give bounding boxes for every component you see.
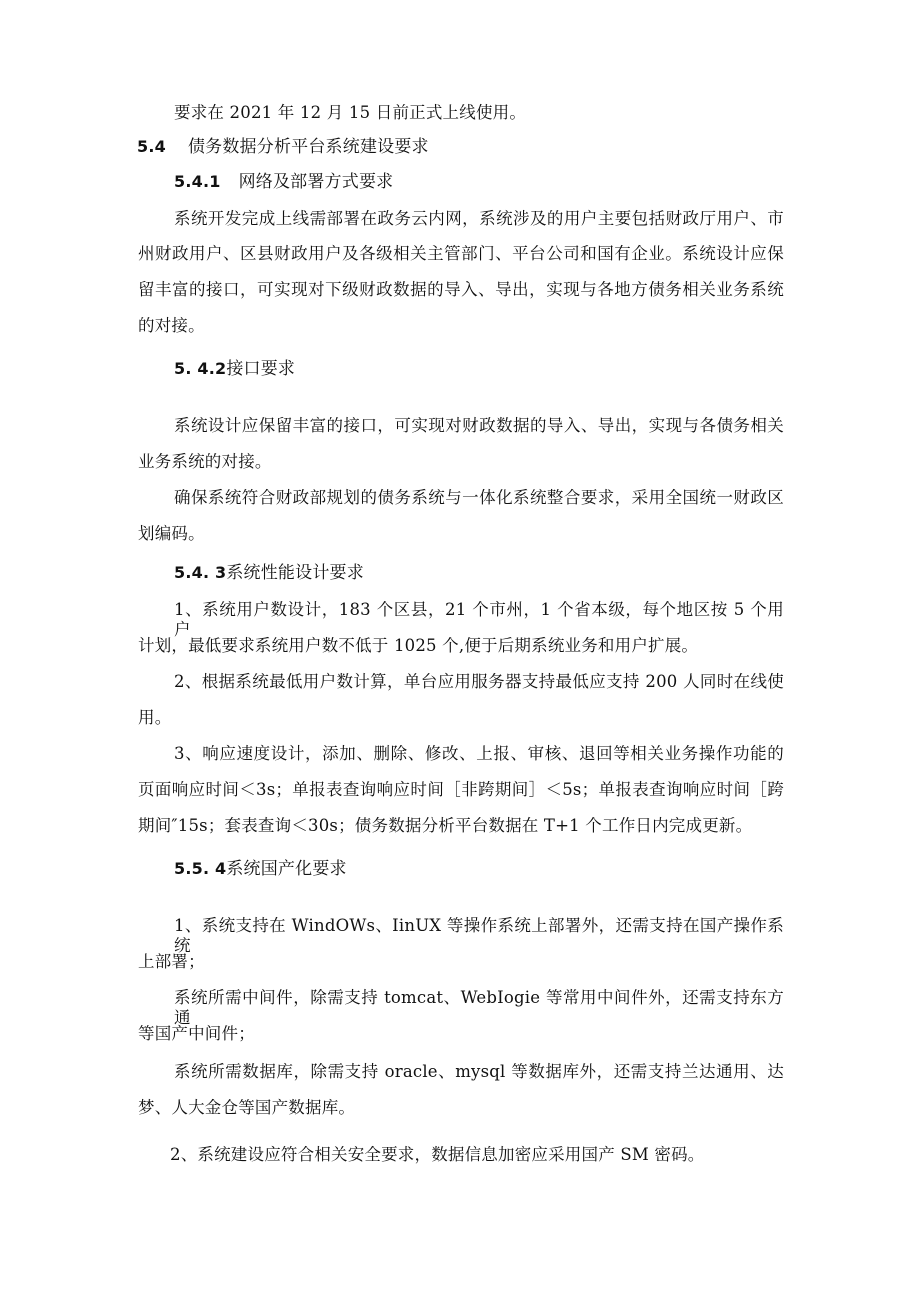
paragraph-line: 2、根据系统最低用户数计算，单台应用服务器支持最低应支持 200 人同时在线使 — [174, 672, 784, 691]
paragraph-line: 计划，最低要求系统用户数不低于 1025 个,便于后期系统业务和用户扩展。 — [138, 636, 699, 655]
paragraph-line: 页面响应时间＜3s；单报表查询响应时间［非跨期间］＜5s；单报表查询响应时间［跨 — [138, 780, 784, 799]
paragraph-line: 1、系统用户数设计，183 个区县，21 个市州，1 个省本级，每个地区按 5 个用户 — [174, 600, 784, 639]
section-heading-5-4-2 — [174, 359, 295, 379]
paragraph-line: 系统所需中间件，除需支持 tomcat、WebIogie 等常用中间件外，还需支持东方通 — [174, 988, 784, 1027]
heading-title: 接口要求 — [226, 359, 296, 379]
heading-title: 系统性能设计要求 — [226, 563, 364, 583]
paragraph-line: 梦、人大金仓等国产数据库。 — [138, 1098, 356, 1117]
paragraph-line: 等国产中间件； — [138, 1024, 255, 1043]
heading-title: 债务数据分析平台系统建设要求 — [187, 137, 429, 157]
section-heading-5-4 — [137, 137, 429, 157]
paragraph-line: 系统设计应保留丰富的接口，可实现对财政数据的导入、导出，实现与各债务相关 — [174, 416, 784, 435]
heading-title: 网络及部署方式要求 — [238, 172, 394, 192]
paragraph-line: 3、响应速度设计，添加、删除、修改、上报、审核、退回等相关业务操作功能的 — [174, 744, 784, 763]
heading-number: 5.5. 4 — [174, 859, 227, 878]
section-heading-5-4-1 — [174, 172, 393, 192]
heading-number: 5.4. 3 — [174, 563, 227, 582]
paragraph-line: 系统所需数据库，除需支持 oracle、mysql 等数据库外，还需支持兰达通用、达 — [174, 1062, 784, 1081]
paragraph-line: 划编码。 — [138, 524, 205, 543]
paragraph-line: 期间″15s；套表查询＜30s；债务数据分析平台数据在 T+1 个工作日内完成更新。 — [138, 816, 753, 835]
paragraph-line: 的对接。 — [138, 316, 205, 335]
heading-number: 5.4 — [137, 137, 166, 156]
paragraph-line: 要求在 2021 年 12 月 15 日前正式上线使用。 — [174, 103, 527, 122]
heading-number: 5. 4.2 — [174, 359, 227, 378]
paragraph-line: 用。 — [138, 708, 172, 727]
paragraph-line: 上部署； — [138, 952, 205, 971]
paragraph-line: 1、系统支持在 WindOWs、IinUX 等操作系统上部署外，还需支持在国产操作系统 — [174, 916, 784, 955]
paragraph-line: 确保系统符合财政部规划的债务系统与一体化系统整合要求，采用全国统一财政区 — [174, 488, 784, 507]
paragraph-line: 州财政用户、区县财政用户及各级相关主管部门、平台公司和国有企业。系统设计应保 — [138, 244, 784, 263]
section-heading-5-4-3 — [174, 563, 364, 583]
heading-number: 5.4.1 — [174, 172, 221, 191]
paragraph-line: 2、系统建设应符合相关安全要求，数据信息加密应采用国产 SM 密码。 — [170, 1145, 705, 1164]
section-heading-5-5-4 — [174, 859, 347, 879]
heading-title: 系统国产化要求 — [226, 859, 347, 879]
paragraph-line: 业务系统的对接。 — [138, 452, 272, 471]
paragraph-line: 系统开发完成上线需部署在政务云内网，系统涉及的用户主要包括财政厅用户、市 — [174, 209, 784, 228]
paragraph-line: 留丰富的接口，可实现对下级财政数据的导入、导出，实现与各地方债务相关业务系统 — [138, 280, 784, 299]
